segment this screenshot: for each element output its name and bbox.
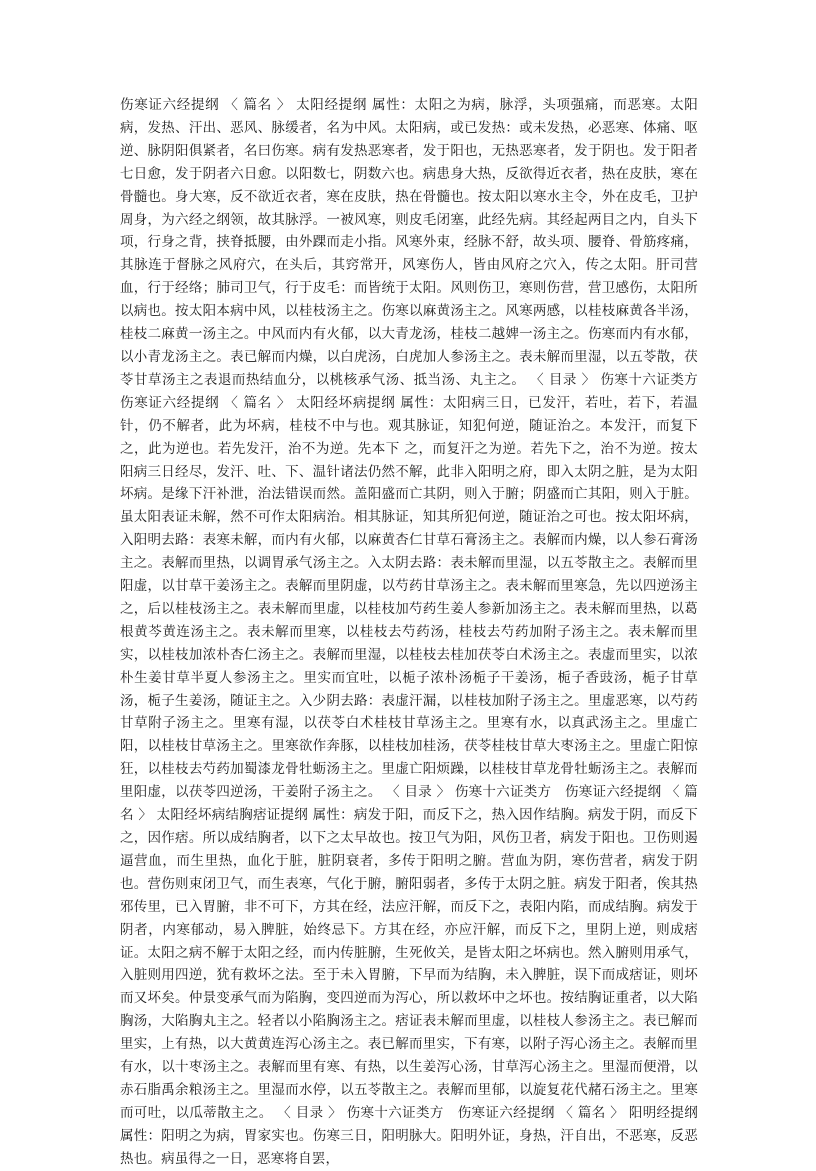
body-text: 伤寒证六经提纲 〈 篇名 〉 太阳经提纲 属性：太阳之为病，脉浮，头项强痛，而恶寒。太阳病，发热、汗出、恶风、脉缓者，名为中风。太阳病，或已发热：或未发热，必恶寒、体痛、呕逆、脉阴阳俱紧者，名曰伤寒。病有发热恶寒者，发于阳也，无热恶寒者，发于阴也。发于阳者七日愈，发于阴者六日愈。以阳数七，阴数六也。病患身大热，反欲得近衣者，热在皮肤，寒在骨髓也。身大寒，反不欲近衣者，寒在皮肤，热在骨髓也。按太阳以寒水主令，外在皮毛，卫护周身，为六经之纲领，故其脉浮。一被风寒，则皮毛闭塞，此经先病。其经起两目之内，自头下项，行身之背，挟脊抵腰，由外踝而走小指。风寒外束，经脉不舒，故头项、腰脊、骨筋疼痛，其脉连于督脉之风府穴，在头后，其窍常开，风寒伤人，皆由风府之穴入，传之太阳。肝司营血，行于经络；肺司卫气，行于皮毛：而皆统于太阳。风则伤卫，寒则伤营，营卫感伤，太阳所以病也。按太阳本病中风，以桂枝汤主之。伤寒以麻黄汤主之。风寒两感，以桂枝麻黄各半汤，桂枝二麻黄一汤主之。中风而内有火郁，以大青龙汤，桂枝二越婢一汤主之。伤寒而内有水郁，以小青龙汤主之。表已解而内燥，以白虎汤，白虎加人参汤主之。表未解而里湿，以五苓散，茯苓甘草汤主之表退而热结血分，以桃核承气汤、抵当汤、丸主之。 〈 目录 〉 伤寒十六证类方 伤寒证六经提纲 〈 篇名 〉 太阳经坏病提纲 属性：太阳病三日，已发汗，若吐，若下，若温针，仍不解者，此为坏病，桂枝不中与也。观其脉证，知犯何逆，随证治之。本发汗，而复下之，此为逆也。若先发汗，治不为逆。先本下 之，而复汗之为逆。若先下之，治不为逆。按太阳病三日经尽，发汗、吐、下、温针诸法仍然不解，此非入阳明之府，即入太阴之脏，是为太阳坏病。是缘下汗补泄，治法错误而然。盖阳盛而亡其阴，则入于腑；阴盛而亡其阳，则入于脏。虽太阳表证未解，然不可作太阳病治。相其脉证，知其所犯何逆，随证治之可也。按太阳坏病，入阳明去路：表寒未解，而内有火郁，以麻黄杏仁甘草石膏汤主之。表解而内燥，以人参石膏汤主之。表解而里热，以调胃承气汤主之。入太阴去路：表未解而里湿，以五苓散主之。表解而里阳虚，以甘草干姜汤主之。表解而里阴虚，以芍药甘草汤主之。表未解而里寒急，先以四逆汤主之，后以桂枝汤主之。表未解而里虚，以桂枝加芍药生姜人参新加汤主之。表未解而里热，以葛根黄芩黄连汤主之。表未解而里寒，以桂枝去芍药汤，桂枝去芍药加附子汤主之。表未解而里实，以桂枝加浓朴杏仁汤主之。表解而里湿，以桂枝去桂加茯苓白术汤主之。表虚而里实，以浓朴生姜甘草半夏人参汤主之。里实而宜吐，以栀子浓朴汤栀子干姜汤，栀子香豉汤，栀子甘草汤，栀子生姜汤，随证主之。入少阴去路：表虚汗漏，以桂枝加附子汤主之。里虚恶寒，以芍药甘草附子汤主之。里寒有湿，以茯苓白术桂枝甘草汤主之。里寒有水，以真武汤主之。里虚亡阳，以桂枝甘草汤主之。里寒欲作奔豚，以桂枝加桂汤，茯苓桂枝甘草大枣汤主之。里虚亡阳惊狂，以桂枝去芍药加蜀漆龙骨牡蛎汤主之。里虚亡阳烦躁，以桂枝甘草龙骨牡蛎汤主之。表解而里阳虚，以茯苓四逆汤，干姜附子汤主之。 〈 目录 〉 伤寒十六证类方 伤寒证六经提纲 〈 篇名 〉 太阳经坏病结胸痞证提纲 属性：病发于阳，而反下之，热入因作结胸。病发于阴，而反下之，因作痞。所以成结胸者，以下之太早故也。按卫气为阳，风伤卫者，病发于阳也。卫伤则遏逼营血，而生里热，血化于脏，脏阴衰者，多传于阳明之腑。营血为阴，寒伤营者，病发于阴也。营伤则束闭卫气，而生表寒，气化于腑，腑阳弱者，多传于太阴之脏。病发于阳者，俟其热邪传里，已入胃腑，非不可下，方其在经，法应汗解，而反下之，表阳内陷，而成结胸。病发于阴者，内寒郁动，易入脾脏，始终忌下。方其在经，亦应汗解，而反下之，里阴上逆，则成痞证。太阳之病不解于太阳之经，而内传脏腑，生死攸关，是皆太阳之坏病也。然入腑则用承气，入脏则用四逆，犹有救坏之法。至于未入胃腑，下早而为结胸，未入脾脏，误下而成痞证，则坏而又坏矣。仲景变承气而为陷胸，变四逆而为泻心，所以救坏中之坏也。按结胸证重者，以大陷胸汤，大陷胸丸主之。轻者以小陷胸汤主之。痞证表未解而里虚，以桂枝人参汤主之。表已解而里实，上有热，以大黄黄连泻心汤主之。表已解而里实，下有寒，以附子泻心汤主之。表解而里有水，以十枣汤主之。表解而里有寒、有热，以生姜泻心汤，甘草泻心汤主之。里湿而便滑，以赤石脂禹余粮汤主之。里湿而水停，以五苓散主之。表解而里郁，以旋复花代赭石汤主之。里寒而可吐，以瓜蒂散主之。 〈 目录 〉 伤寒十六证类方 伤寒证六经提纲 〈 篇名 〉 阳明经提纲 属性：阳明之为病，胃家实也。伤寒三日，阳明脉大。阳明外证，身热，汗自出，不恶寒，反恶热也。病虽得之一日，恶寒将自罢， [120,97,712,1167]
document-page [120,94,712,1171]
